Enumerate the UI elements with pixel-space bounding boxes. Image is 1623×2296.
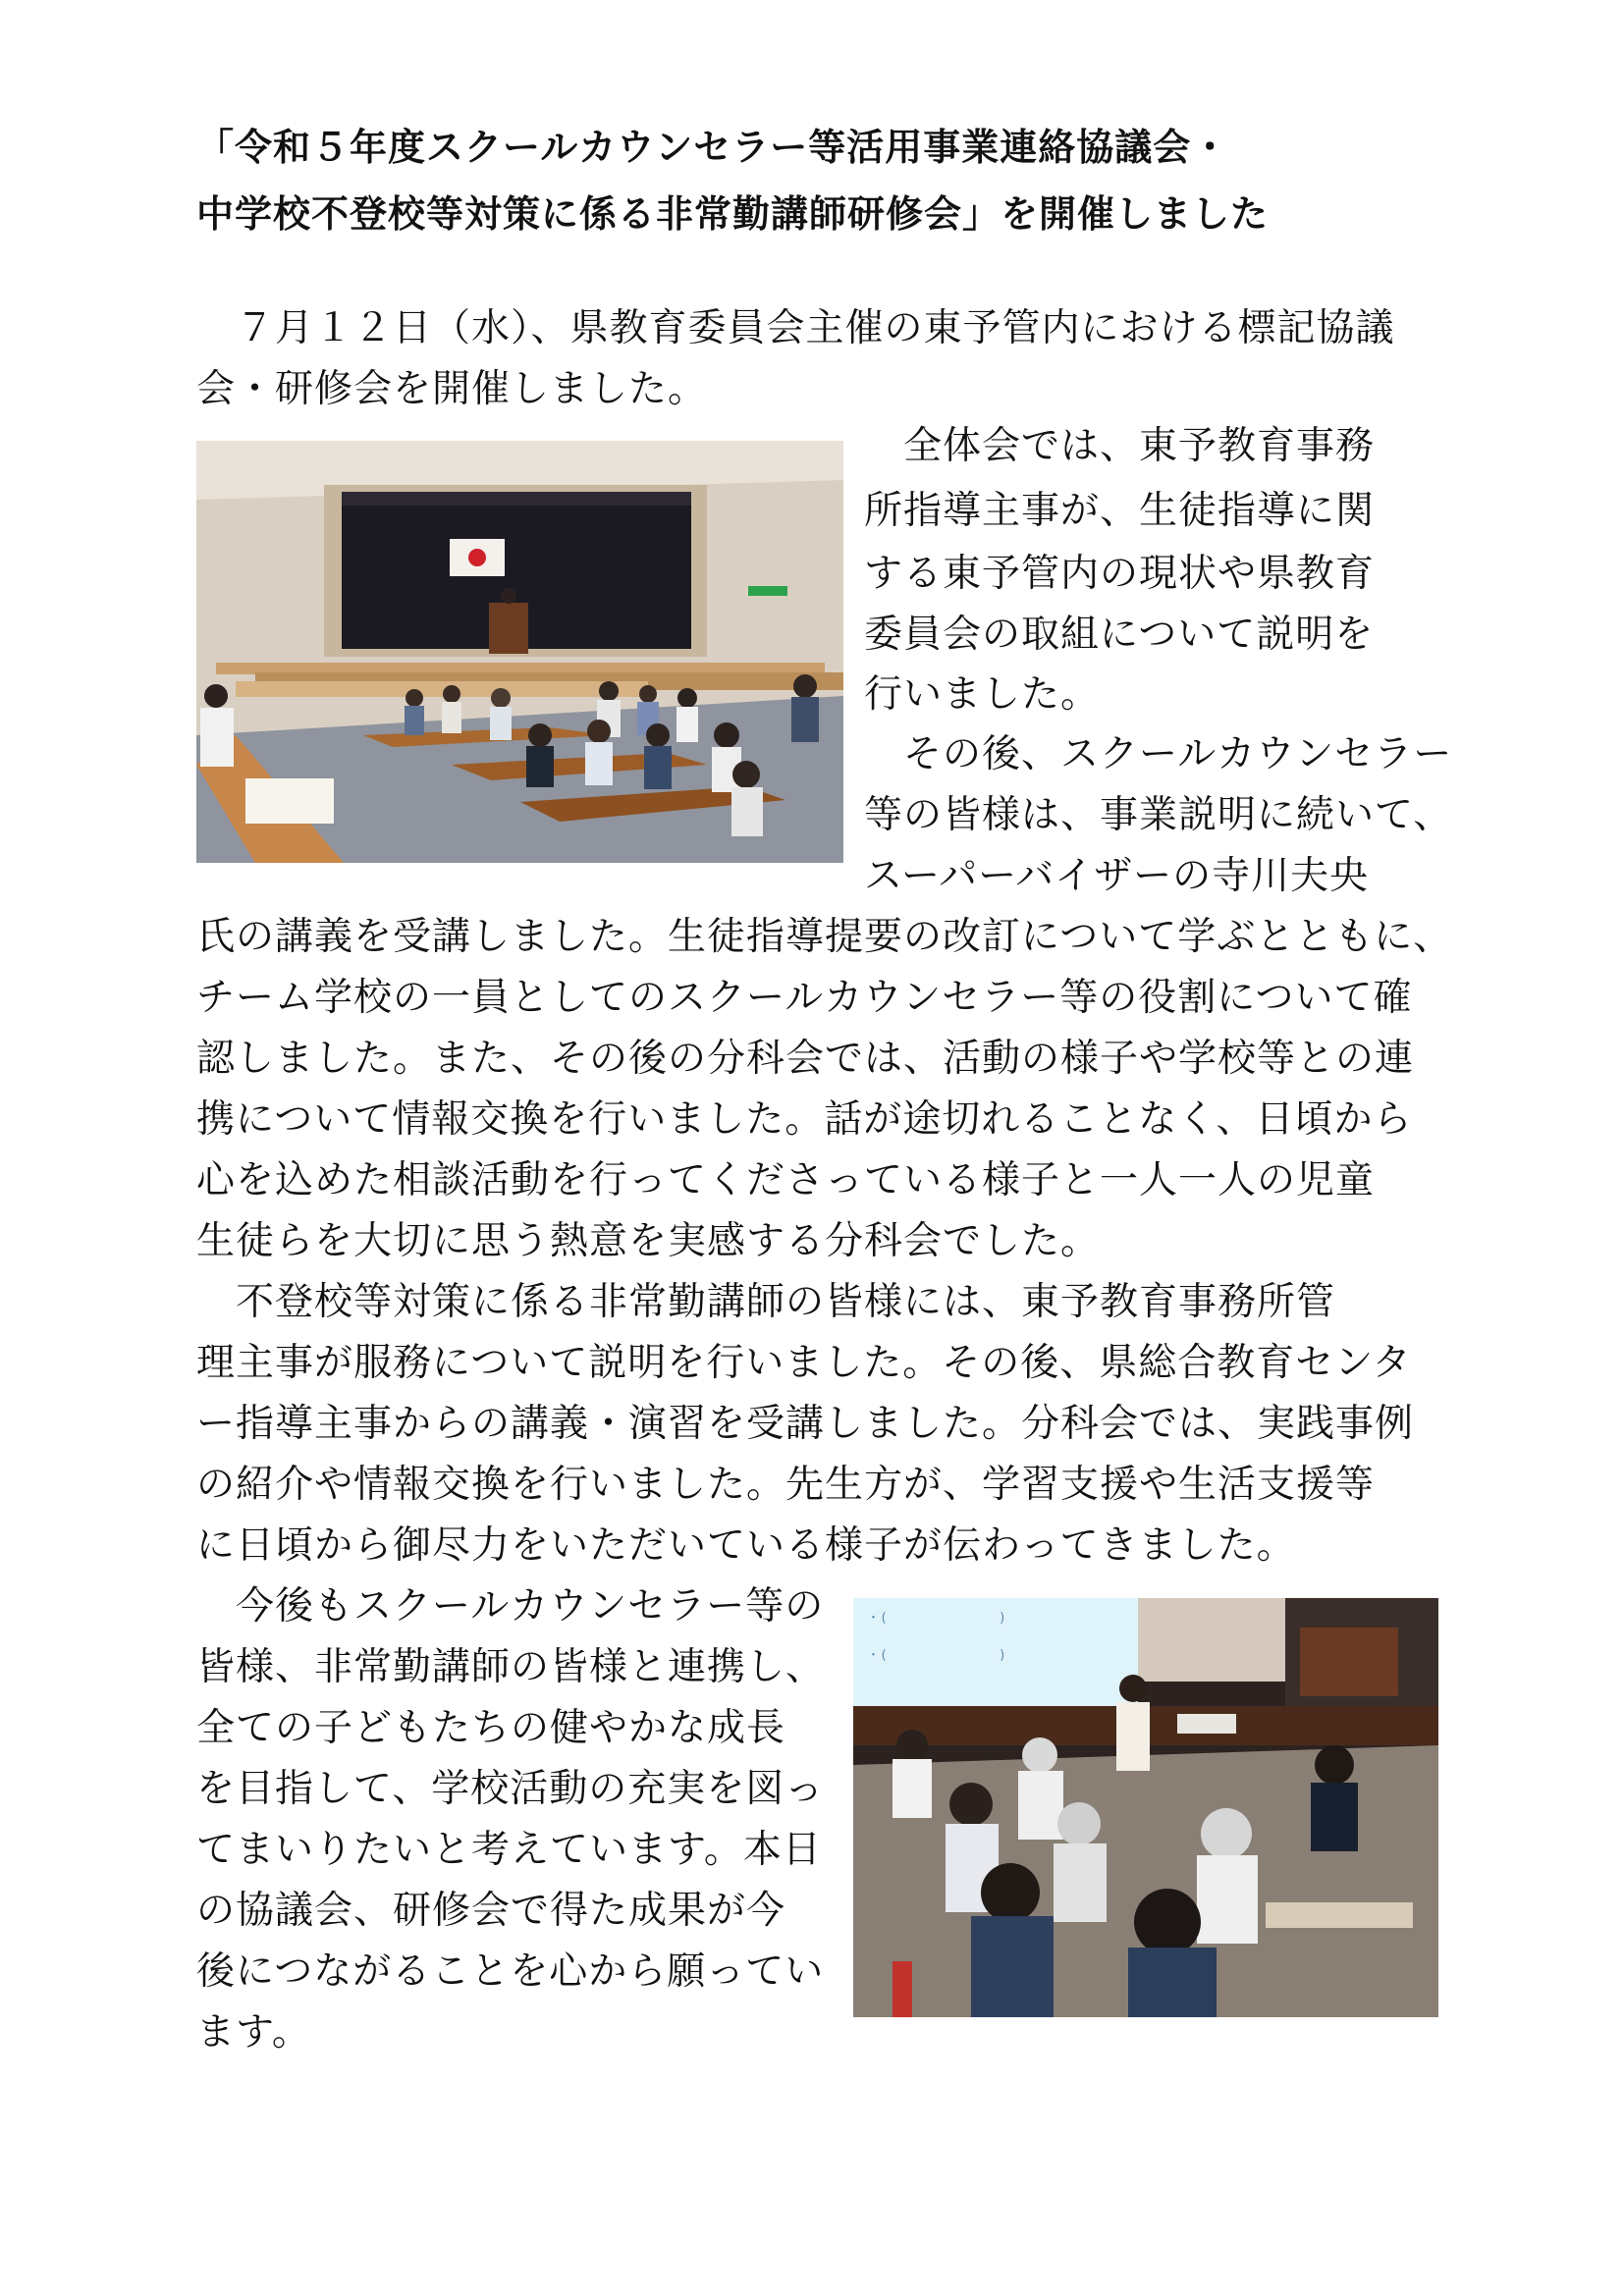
section1-right-line-6: その後、スクールカウンセラー [864,732,1453,776]
section1-line-6: 生徒らを大切に思う熱意を実感する分科会でした。 [196,1219,1101,1263]
screen-text-3: ・( [867,1648,888,1663]
closing-line-8: ます。 [196,2010,311,2055]
section1-line-5: 心を込めた相談活動を行ってくださっている様子と一人一人の児童 [196,1158,1376,1202]
auditorium-photo [196,441,843,863]
screen-text-2: ) [999,1611,1006,1626]
closing-line-7: 後につながることを心から願ってい [196,1949,825,1994]
closing-line-1: 今後もスクールカウンセラー等の [196,1584,825,1629]
section2-line-5: に日頃から御尽力をいただいている様子が伝わってきました。 [196,1523,1296,1568]
section1-right-line-4: 委員会の取組について説明を [864,613,1375,657]
title-line-1: 「令和５年度スクールカウンセラー等活用事業連絡協議会・ [196,126,1230,169]
closing-line-5: てまいりたいと考えています。本日 [196,1828,822,1872]
intro-line-1: ７月１２日（水）、県教育委員会主催の東予管内における標記協議 [196,306,1395,350]
section2-line-4: の紹介や情報交換を行いました。先生方が、学習支援や生活支援等 [196,1463,1376,1507]
closing-line-3: 全ての子どもたちの健やかな成長 [196,1706,786,1750]
closing-line-6: の協議会、研修会で得た成果が今 [196,1889,786,1933]
section1-right-line-3: する東予管内の現状や県教育 [864,552,1376,596]
section1-right-line-5: 行いました。 [864,672,1101,717]
section1-right-line-2: 所指導主事が、生徒指導に関 [864,489,1376,533]
section1-right-line-8: スーパーバイザーの寺川夫央 [864,854,1370,898]
section1-right-line-1: 全体会では、東予教育事務 [864,424,1376,468]
section2-line-1: 不登校等対策に係る非常勤講師の皆様には、東予教育事務所管 [196,1280,1336,1324]
closing-line-4: を目指して、学校活動の充実を図っ [196,1767,825,1811]
section2-line-2: 理主事が服務について説明を行いました。その後、県総合教育センタ [196,1341,1412,1385]
screen-text-4: ) [999,1648,1006,1663]
section1-line-2: チーム学校の一員としてのスクールカウンセラー等の役割について確 [196,976,1413,1020]
closing-line-2: 皆様、非常勤講師の皆様と連携し、 [196,1645,826,1689]
title-line-2: 中学校不登校等対策に係る非常勤講師研修会」を開催しました [196,192,1270,236]
screen-text-1: ・( [867,1611,888,1626]
breakout-illustration [853,1598,1438,2017]
section1-line-1: 氏の講義を受講しました。生徒指導提要の改訂について学ぶとともに、 [196,915,1453,959]
auditorium-illustration [196,441,843,863]
intro-line-2: 会・研修会を開催しました。 [196,367,708,411]
section1-right-line-7: 等の皆様は、事業説明に続いて、 [864,793,1453,837]
breakout-session-photo [853,1598,1438,2017]
section2-line-3: ー指導主事からの講義・演習を受講しました。分科会では、実践事例 [196,1402,1415,1446]
section1-line-3: 認しました。また、その後の分科会では、活動の様子や学校等との連 [196,1037,1415,1081]
section1-line-4: 携について情報交換を行いました。話が途切れることなく、日頃から [196,1097,1413,1142]
